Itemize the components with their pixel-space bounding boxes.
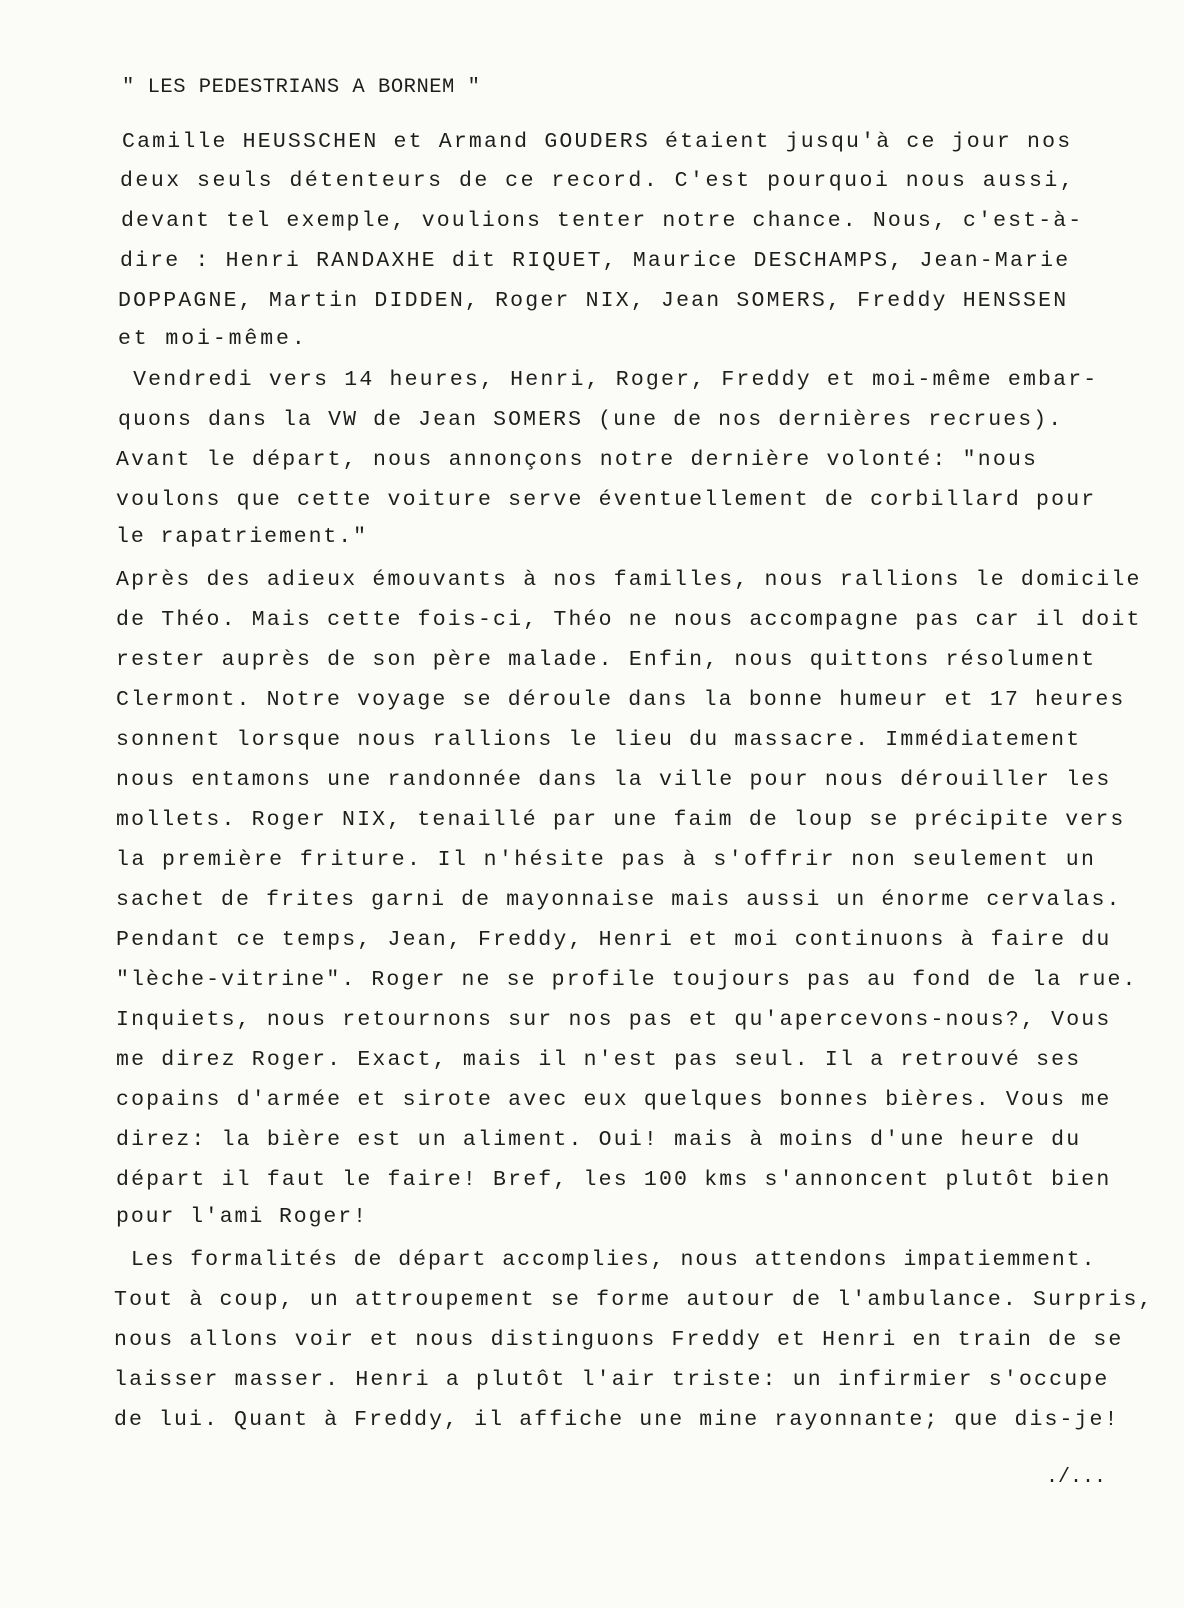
text-line: pour l'ami Roger! xyxy=(116,1205,368,1229)
text-line: direz: la bière est un aliment. Oui! mais à moins d'une heure du xyxy=(116,1128,1082,1152)
text-line: mollets. Roger NIX, tenaillé par une faim de loup se précipite vers xyxy=(116,808,1126,832)
page-continuation-mark: ./... xyxy=(1046,1466,1107,1489)
text-line: Pendant ce temps, Jean, Freddy, Henri et moi continuons à faire du xyxy=(116,928,1112,952)
text-line: voulons que cette voiture serve éventuellement de corbillard pour xyxy=(116,488,1097,512)
text-line: Clermont. Notre voyage se déroule dans la bonne humeur et 17 heures xyxy=(116,688,1126,712)
text-line: Camille HEUSSCHEN et Armand GOUDERS étaient jusqu'à ce jour nos xyxy=(122,130,1073,154)
text-line: de lui. Quant à Freddy, il affiche une mine rayonnante; que dis-je! xyxy=(114,1408,1120,1432)
text-line: de Théo. Mais cette fois-ci, Théo ne nous accompagne pas car il doit xyxy=(116,608,1142,632)
text-line: me direz Roger. Exact, mais il n'est pas seul. Il a retrouvé ses xyxy=(116,1048,1082,1072)
document-title: " LES PEDESTRIANS A BORNEM " xyxy=(122,76,481,99)
text-line: "lèche-vitrine". Roger ne se profile toujours pas au fond de la rue. xyxy=(116,968,1138,992)
text-line: copains d'armée et sirote avec eux quelques bonnes bières. Vous me xyxy=(116,1088,1112,1112)
text-line: Tout à coup, un attroupement se forme autour de l'ambulance. Surpris, xyxy=(114,1288,1154,1312)
text-line: dire : Henri RANDAXHE dit RIQUET, Maurice DESCHAMPS, Jean-Marie xyxy=(120,249,1071,273)
text-line: Avant le départ, nous annonçons notre dernière volonté: "nous xyxy=(116,448,1039,472)
text-line: rester auprès de son père malade. Enfin, nous quittons résolument xyxy=(116,648,1097,672)
text-line: Vendredi vers 14 heures, Henri, Roger, Freddy et moi-même embar- xyxy=(118,368,1099,392)
text-line: sachet de frites garni de mayonnaise mais aussi un énorme cervalas. xyxy=(116,888,1122,912)
text-line: laisser masser. Henri a plutôt l'air triste: un infirmier s'occupe xyxy=(114,1368,1110,1392)
text-line: la première friture. Il n'hésite pas à s'offrir non seulement un xyxy=(116,848,1097,872)
text-line: nous allons voir et nous distinguons Freddy et Henri en train de se xyxy=(114,1328,1124,1352)
text-line: le rapatriement." xyxy=(116,525,368,549)
text-line: Inquiets, nous retournons sur nos pas et qu'apercevons-nous?, Vous xyxy=(116,1008,1112,1032)
text-line: sonnent lorsque nous rallions le lieu du massacre. Immédiatement xyxy=(116,728,1082,752)
text-line: quons dans la VW de Jean SOMERS (une de nos dernières recrues). xyxy=(118,408,1064,432)
text-line: devant tel exemple, voulions tenter notre chance. Nous, c'est-à- xyxy=(121,209,1084,233)
text-line: deux seuls détenteurs de ce record. C'est pourquoi nous aussi, xyxy=(120,169,1076,193)
text-line: Les formalités de départ accomplies, nous attendons impatiemment. xyxy=(116,1248,1097,1272)
text-line: Après des adieux émouvants à nos familles, nous rallions le domicile xyxy=(116,568,1142,592)
text-line: et moi-même. xyxy=(118,327,308,351)
text-line: nous entamons une randonnée dans la ville pour nous dérouiller les xyxy=(116,768,1112,792)
text-line: DOPPAGNE, Martin DIDDEN, Roger NIX, Jean SOMERS, Freddy HENSSEN xyxy=(118,289,1069,313)
text-line: départ il faut le faire! Bref, les 100 kms s'annoncent plutôt bien xyxy=(116,1168,1112,1192)
